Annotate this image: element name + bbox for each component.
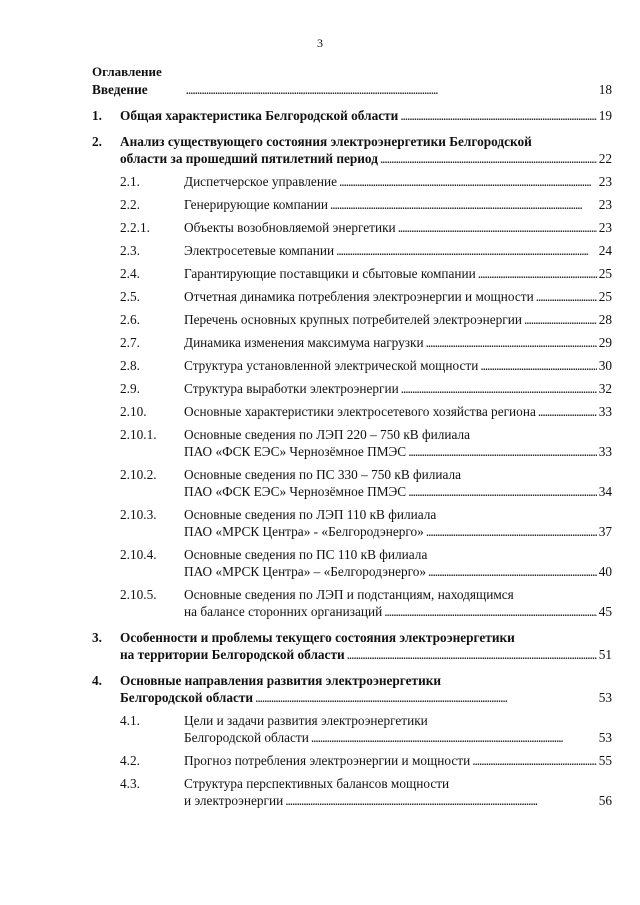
toc-entry-page: 28 [598, 312, 612, 327]
leader-dots [478, 265, 597, 282]
toc-entry-number: 4.2. [120, 753, 140, 768]
toc-entry-number: 2.2. [120, 197, 140, 212]
toc-entry-number: 4.3. [120, 776, 140, 791]
leader-dots [285, 792, 596, 809]
toc-entry-page: 24 [598, 243, 612, 258]
toc-entry-title: Основные характеристики электросетевого хозяйства региона [184, 404, 536, 419]
toc-entry-title-cont: ПАО «ФСК ЕЭС» Чернозёмное ПМЭС [184, 444, 407, 459]
toc-entry-title: Генерирующие компании [184, 197, 328, 212]
toc-entry-title: Прогноз потребления электроэнергии и мощности [184, 753, 471, 768]
toc-entry-page: 25 [598, 289, 612, 304]
toc-entry-number: 2.3. [120, 243, 140, 258]
leader-dots [311, 729, 597, 746]
leader-dots [398, 219, 597, 236]
toc-entry-2-10-1 [92, 426, 612, 460]
toc-entry-title: Структура выработки электроэнергии [184, 381, 399, 396]
toc-entry-page: 51 [598, 647, 612, 662]
toc-entry-number: 2.4. [120, 266, 140, 281]
toc-entry-number: 4.1. [120, 713, 140, 728]
toc-entry-title: Общая характеристика Белгородской области [120, 108, 399, 123]
toc-entry-number: 2.10. [120, 404, 147, 419]
toc-entry-3 [92, 629, 612, 663]
toc-entry-page: 37 [598, 524, 612, 539]
toc-entry-number: 2.8. [120, 358, 140, 373]
leader-dots [428, 563, 597, 580]
leader-dots [408, 443, 597, 460]
toc-entry-title-cont: ПАО «ФСК ЕЭС» Чернозёмное ПМЭС [184, 484, 407, 499]
toc-entry-2-10-5 [92, 586, 612, 620]
toc-entry-2 [92, 133, 612, 167]
toc-entry-4-1 [92, 712, 612, 746]
toc-entry-number: 2.7. [120, 335, 140, 350]
toc-entry-2-10-4 [92, 546, 612, 580]
toc-entry-page: 33 [598, 404, 612, 419]
toc-entry-page: 53 [598, 690, 612, 705]
toc-entry-title: Анализ существующего состояния электроэнергетики Белгородской [120, 134, 532, 149]
toc-entry-4-2 [92, 752, 612, 769]
toc-entry-page: 53 [598, 730, 612, 745]
toc-entry-1 [92, 107, 612, 124]
toc-entry-page: 29 [598, 335, 612, 350]
toc-entry-title-cont: на территории Белгородской области [120, 647, 345, 662]
leader-dots [426, 523, 597, 540]
leader-dots [400, 107, 596, 124]
toc-entry-title: Отчетная динамика потребления электроэнергии и мощности [184, 289, 534, 304]
toc-entry-page: 22 [598, 151, 612, 166]
toc-entry-number: 4. [92, 673, 102, 688]
toc-entry-title: Основные сведения по ПС 110 кВ филиала [184, 547, 428, 562]
leader-dots [336, 242, 597, 259]
toc-entry-page: 45 [598, 604, 612, 619]
toc-entry-title-cont: Белгородской области [184, 730, 309, 745]
toc-entry-number: 2.6. [120, 312, 140, 327]
toc-entry-number: 2.10.2. [120, 467, 157, 482]
toc-entry-title-cont: ПАО «МРСК Центра» – «Белгородэнерго» [184, 564, 427, 579]
toc-entry-title: Цели и задачи развития электроэнергетики [184, 713, 428, 728]
leader-dots [401, 380, 597, 397]
toc-entry-number: 2.10.5. [120, 587, 157, 602]
leader-dots [384, 603, 596, 620]
toc-entry-2-2-1 [92, 219, 612, 236]
toc-entry-intro [92, 81, 612, 98]
leader-dots [538, 403, 597, 420]
toc-entry-number: 2.1. [120, 174, 140, 189]
toc-entry-number: 2.10.3. [120, 507, 157, 522]
leader-dots [380, 150, 597, 167]
leader-dots [524, 311, 597, 328]
toc-entry-title: Объекты возобновляемой энергетики [184, 220, 396, 235]
leader-dots [347, 646, 597, 663]
toc-entry-title-cont: ПАО «МРСК Центра» - «Белгородэнерго» [184, 524, 424, 539]
toc-entry-page: 23 [598, 197, 612, 212]
toc-entry-2-10-2 [92, 466, 612, 500]
toc-entry-4-3 [92, 775, 612, 809]
toc-entry-2-1 [92, 173, 612, 190]
leader-dots [255, 689, 597, 706]
toc-title: Оглавление [92, 64, 162, 79]
leader-dots [339, 173, 597, 190]
toc-entry-number: 2. [92, 134, 102, 149]
toc-entry-page: 30 [598, 358, 612, 373]
toc-entry-2-7 [92, 334, 612, 351]
leader-dots [408, 483, 597, 500]
leader-dots [536, 288, 597, 305]
toc-entry-2-2 [92, 196, 612, 213]
toc-entry-page: 25 [598, 266, 612, 281]
toc-entry-title: Структура перспективных балансов мощности [184, 776, 450, 791]
toc-entry-title: Основные сведения по ПС 330 – 750 кВ филиала [184, 467, 462, 482]
toc-entry-title: Основные сведения по ЛЭП 110 кВ филиала [184, 507, 437, 522]
leader-dots [480, 357, 596, 374]
toc-entry-title: Электросетевые компании [184, 243, 335, 258]
toc-entry-2-3 [92, 242, 612, 259]
toc-entry-number: 1. [92, 108, 102, 123]
toc-entry-title: Основные сведения по ЛЭП 220 – 750 кВ филиала [184, 427, 471, 442]
toc-entry-page: 23 [598, 220, 612, 235]
toc-entry-title: Гарантирующие поставщики и сбытовые компании [184, 266, 476, 281]
toc-entry-title: Особенности и проблемы текущего состояния электроэнергетики [120, 630, 515, 645]
toc-entry-number: 2.5. [120, 289, 140, 304]
toc-entry-2-10-3 [92, 506, 612, 540]
toc-entry-2-6 [92, 311, 612, 328]
toc-entry-title: Основные сведения по ЛЭП и подстанциям, находящимся [184, 587, 514, 602]
table-of-contents [92, 81, 612, 809]
toc-entry-page: 56 [598, 793, 612, 808]
toc-entry-number: 2.2.1. [120, 220, 150, 235]
toc-entry-page: 18 [598, 82, 612, 97]
leader-dots [330, 196, 597, 213]
leader-dots [186, 81, 597, 98]
toc-entry-title-cont: области за прошедший пятилетний период [120, 151, 378, 166]
toc-entry-title: Основные направления развития электроэнергетики [120, 673, 442, 688]
toc-entry-page: 55 [598, 753, 612, 768]
toc-entry-number: 2.10.4. [120, 547, 157, 562]
leader-dots [472, 752, 596, 769]
toc-entry-title: Структура установленной электрической мощности [184, 358, 479, 373]
toc-entry-2-9 [92, 380, 612, 397]
toc-entry-title-cont: и электроэнергии [184, 793, 284, 808]
toc-entry-number: 2.10.1. [120, 427, 157, 442]
toc-entry-title-cont: на балансе сторонних организаций [184, 604, 383, 619]
toc-entry-title: Перечень основных крупных потребителей электроэнергии [184, 312, 522, 327]
toc-entry-2-5 [92, 288, 612, 305]
toc-entry-page: 34 [598, 484, 612, 499]
page-number: 3 [317, 36, 323, 50]
toc-entry-number: 3. [92, 630, 102, 645]
toc-entry-page: 33 [598, 444, 612, 459]
toc-entry-title-cont: Белгородской области [120, 690, 254, 705]
toc-entry-2-4 [92, 265, 612, 282]
toc-entry-title: Диспетчерское управление [184, 174, 337, 189]
toc-entry-page: 23 [598, 174, 612, 189]
toc-entry-number: 2.9. [120, 381, 140, 396]
toc-entry-page: 19 [598, 108, 612, 123]
toc-entry-2-8 [92, 357, 612, 374]
toc-entry-page: 40 [598, 564, 612, 579]
toc-entry-2-10 [92, 403, 612, 420]
toc-entry-title: Введение [92, 82, 148, 97]
toc-entry-4 [92, 672, 612, 706]
toc-entry-title: Динамика изменения максимума нагрузки [184, 335, 424, 350]
leader-dots [426, 334, 597, 351]
toc-entry-page: 32 [598, 381, 612, 396]
